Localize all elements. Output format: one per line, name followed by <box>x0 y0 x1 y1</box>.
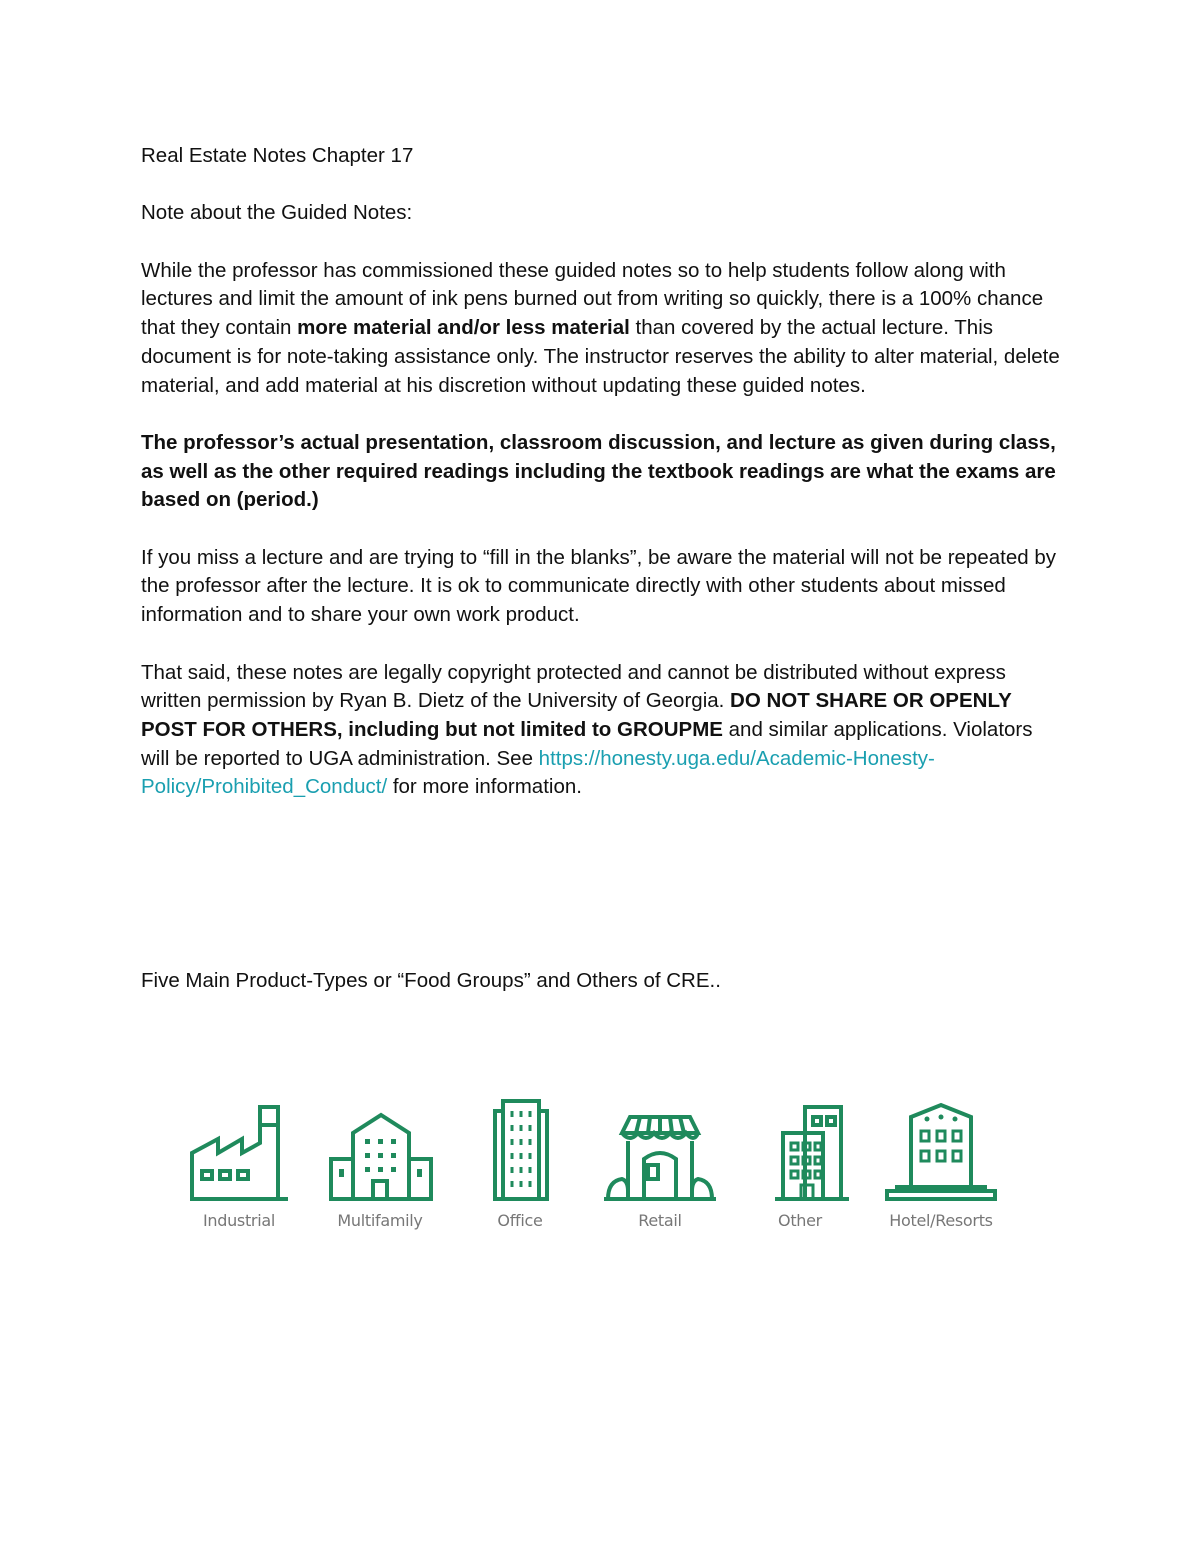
icon-label: Office <box>497 1211 543 1230</box>
icon-office <box>445 1095 595 1240</box>
factory-icon <box>184 1095 294 1205</box>
paragraph-text: and similar applications. Violators will be reported to UGA administration. See <box>141 717 1033 770</box>
bold-emphasis: more material and/or less material <box>297 316 630 340</box>
icon-hotel-resorts <box>866 1095 1016 1240</box>
paragraph-disclaimer <box>141 257 1066 401</box>
paragraph-exam-basis <box>141 429 1066 515</box>
bold-warning: DO NOT SHARE OR OPENLY POST FOR OTHERS, including but not limited to GROUPME <box>141 689 1012 741</box>
office-tower-icon <box>465 1095 575 1205</box>
icon-label: Hotel/Resorts <box>889 1211 993 1230</box>
document-body <box>141 142 1066 802</box>
icon-other <box>725 1095 875 1240</box>
storefront-icon <box>600 1095 720 1205</box>
icon-label: Industrial <box>202 1211 276 1230</box>
hotel-icon <box>881 1095 1001 1205</box>
other-buildings-icon <box>745 1095 855 1205</box>
bold-paragraph-text: The professor’s actual presentation, classroom discussion, and lecture as given during class, as well as the other required readings including the textbook readings are what the exams are based on (period.) <box>141 430 1056 512</box>
paragraph-text: While the professor has commissioned these guided notes so to help students follow along with lectures and limit the amount of ink pens burned out from writing so quickly, there is a 100% chance that they contain <box>141 258 1044 340</box>
note-heading: Note about the Guided Notes: <box>141 201 413 225</box>
icon-industrial <box>164 1095 314 1240</box>
paragraph-missed-lecture: If you miss a lecture and are trying to “fill in the blanks”, be aware the material will not be repeated by the professor after the lecture. It is ok to communicate directly with other students about missed information and to share your own work product. <box>141 545 1056 627</box>
icon-retail <box>585 1095 735 1240</box>
paragraph-copyright <box>141 659 1066 803</box>
apartment-building-icon <box>325 1095 435 1205</box>
paragraph-text: That said, these notes are legally copyright protected and cannot be distributed without express written permission by Ryan B. Dietz of the University of Georgia. <box>141 660 1006 713</box>
icon-multifamily <box>305 1095 455 1240</box>
honesty-policy-link[interactable]: https://honesty.uga.edu/Academic-Honesty-Policy/Prohibited_Conduct/ <box>141 746 935 799</box>
paragraph-text: than covered by the actual lecture. This document is for note-taking assistance only. The instructor reserves the ability to alter material, delete material, and add material at his discretion without updating these guided notes. <box>141 316 1060 397</box>
icon-label: Retail <box>638 1211 682 1230</box>
icon-label: Multifamily <box>337 1211 423 1230</box>
icon-label: Other <box>778 1211 822 1230</box>
paragraph-text: for more information. <box>387 775 582 799</box>
section-heading: Five Main Product-Types or “Food Groups” and Others of CRE.. <box>141 969 721 992</box>
product-types-graphic <box>0 1095 1200 1245</box>
document-title: Real Estate Notes Chapter 17 <box>141 144 414 167</box>
